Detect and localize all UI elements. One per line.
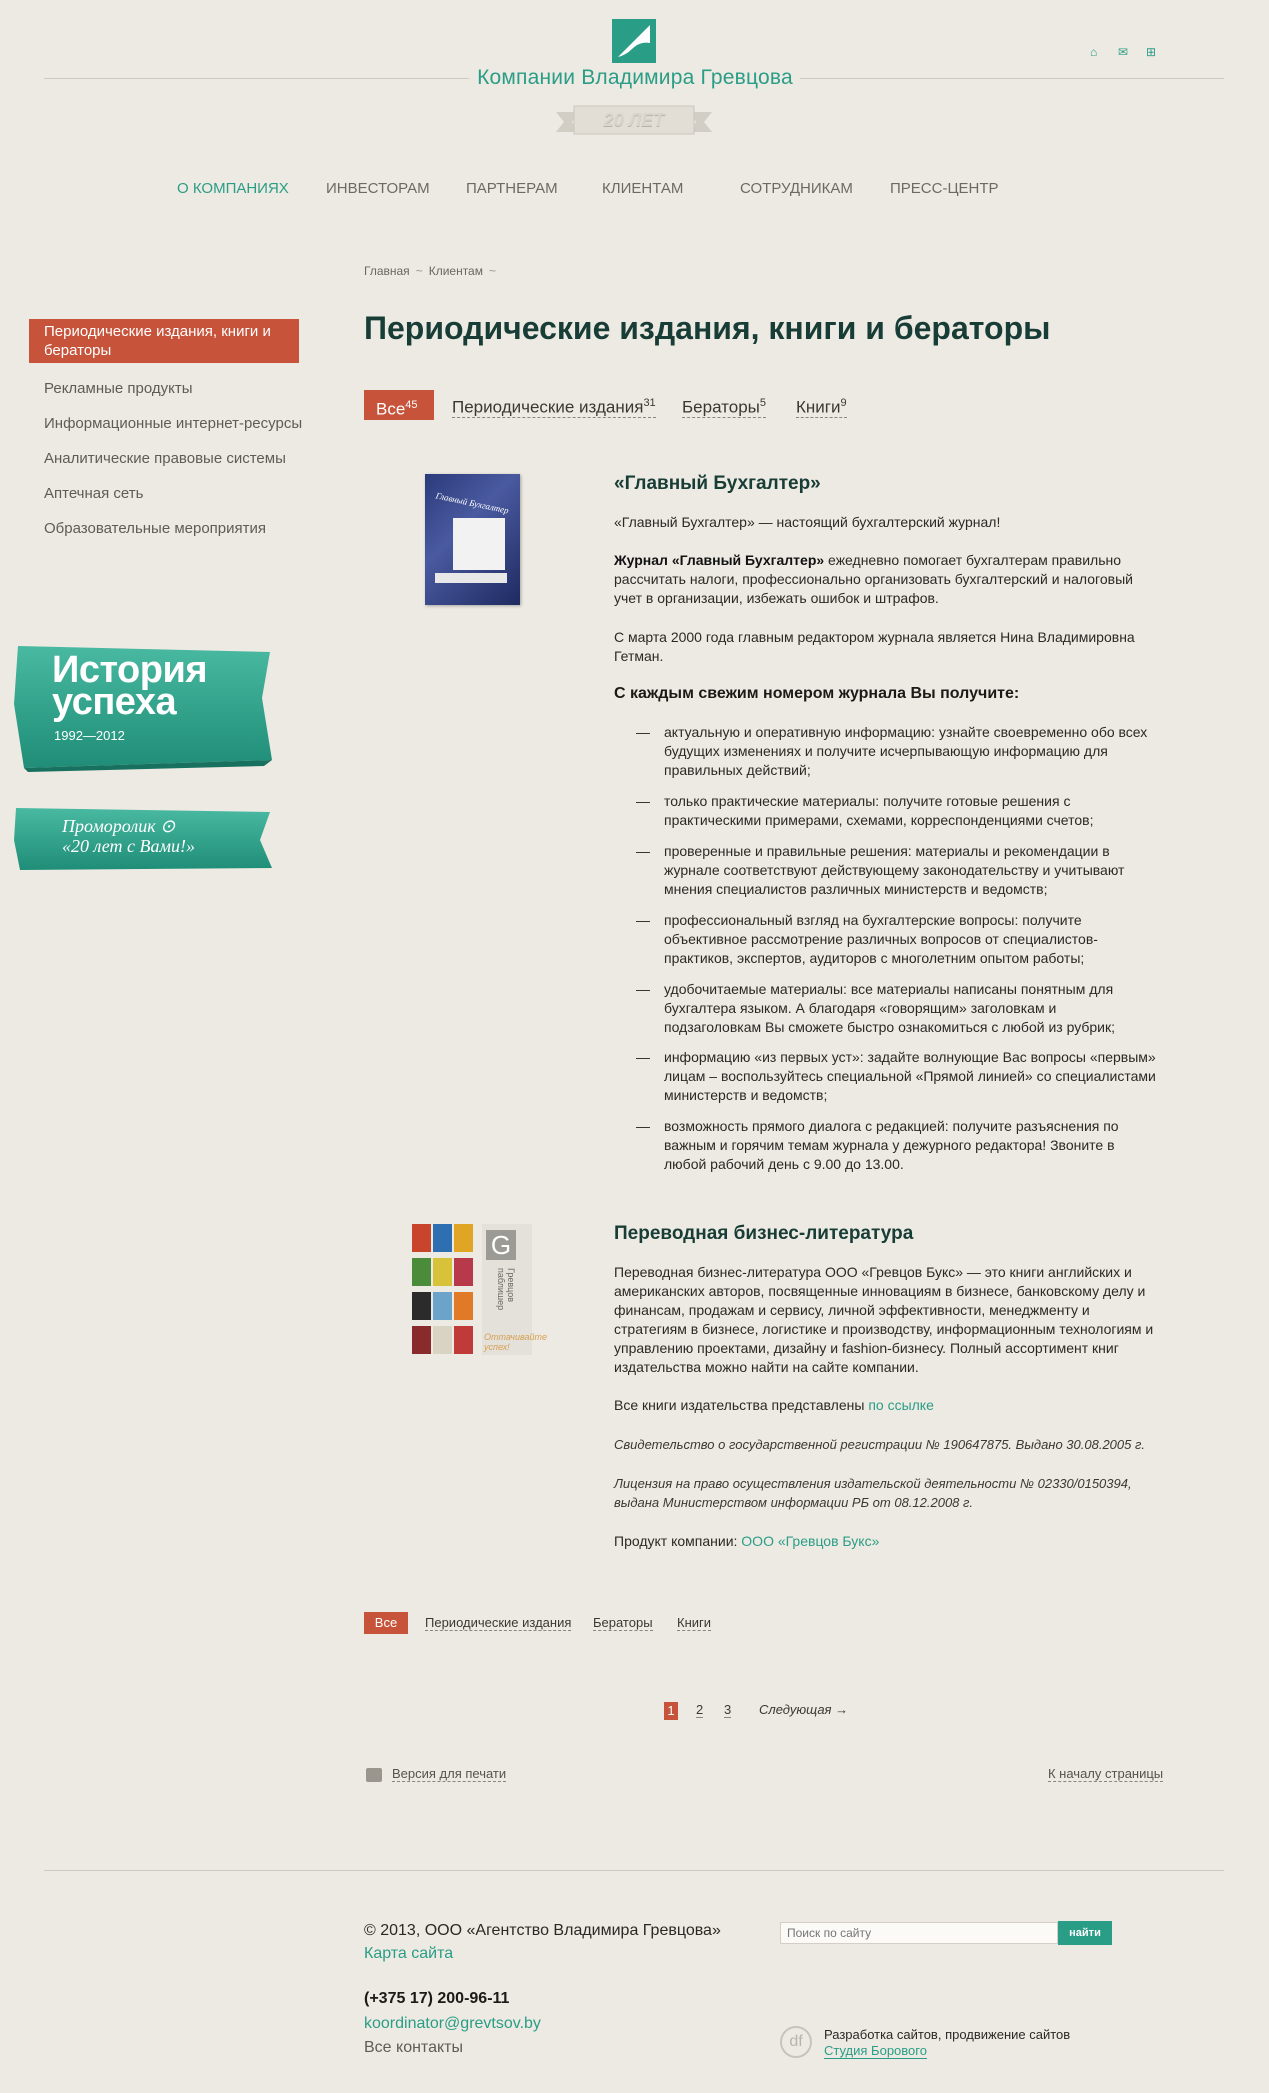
filter-tab-books[interactable]: Книги$^9$ [796,394,847,418]
developer-text: Разработка сайтов, продвижение сайтов [824,2027,1071,2042]
sitemap-link[interactable]: Карта сайта [364,1945,454,1962]
header-icons [1090,46,1160,58]
search-input[interactable] [780,1922,1058,1944]
print-version-link[interactable]: Версия для печати [366,1766,506,1782]
publisher-logo [482,1224,547,1355]
email-link[interactable]: koordinator@grevtsov.by [364,2015,541,2032]
article-paragraph: Переводная бизнес-литература ООО «Гревцов Букс» — это книги английских и американских авторов, посвященные инновациям в бизнесе, банковскому делу и финансам, продажам и сервису, личной эффективности, менеджменту и стратегиям в бизнесе, логистике и производству, информационным технологиям и управлению проектами, дизайну и fashion-бизнесу. Полный ассортимент книг издательства можно найти на сайте компании. [614,1264,1154,1375]
list-item: — актуальную и оперативную информацию: узнайте своевременно обо всех будущих изменениях и получите исчерпывающую информацию для правильных действий; [636,724,1148,778]
article-title[interactable]: Переводная бизнес-литература [614,1223,914,1244]
footer-divider [44,1870,1224,1871]
copyright: © 2013, ООО «Агентство Владимира Гревцова» [364,1922,721,1939]
history-banner-years: 1992—2012 [54,728,125,743]
filter-tab-berators[interactable]: Бераторы$^5$ [682,394,766,418]
search-button[interactable]: найти [1058,1921,1112,1945]
product-line: Продукт компании: ООО «Гревцов Букс» [614,1533,880,1549]
cover-footer [435,573,507,583]
promo-banner-text[interactable]: Проморолик ⊙ «20 лет с Вами!» [62,816,196,856]
article-paragraph: Все книги издательства представлены по ссылке [614,1397,934,1413]
nav-item-press[interactable]: ПРЕСС-ЦЕНТР [890,180,999,197]
play-icon: ⊙ [160,816,176,836]
license-text: Лицензия на право осуществления издательской деятельности № 02330/0150394, выдана Министерством информации РБ от 08.12.2008 г. [614,1476,1132,1510]
filter-tab-periodicals-bottom[interactable]: Периодические издания [425,1615,572,1630]
header-line-left [44,78,469,79]
nav-item-partners[interactable]: ПАРТНЕРАМ [466,180,558,197]
header-line-right [800,78,1224,79]
phone: (+375 17) 200-96-11 [364,1990,510,2007]
article-intro: «Главный Бухгалтер» — настоящий бухгалтерский журнал! [614,514,1001,530]
article-paragraph: Журнал «Главный Бухгалтер» ежедневно помогает бухгалтерам правильно рассчитать налоги, профессионально организовать бухгалтерский и налоговый учет в организации, избежать ошибок и штрафов. [614,552,1133,606]
nav-item-investors[interactable]: ИНВЕСТОРАМ [326,180,430,197]
list-item: — возможность прямого диалога с редакцией: получите разъяснения по важным и горячим темам журнала у дежурного редактора! Звоните в любой рабочий день с 9.00 до 13.00. [636,1118,1119,1172]
sitemap-icon[interactable]: ⊞ [1146,45,1157,59]
article-subheading: С каждым свежим номером журнала Вы получите: [614,685,1020,702]
sidebar-item-pharmacy[interactable]: Аптечная сеть [44,485,144,502]
filter-tab-berators-bottom[interactable]: Бераторы [593,1615,653,1630]
page-link[interactable]: 2 [696,1702,704,1717]
studio-logo-icon[interactable]: df [780,2026,812,2058]
breadcrumb [364,264,502,278]
article-title[interactable]: «Главный Бухгалтер» [614,473,821,494]
history-banner-title[interactable]: История успеха [52,649,208,723]
sidebar-item-education[interactable]: Образовательные мероприятия [44,520,267,537]
certificate-text: Свидетельство о государственной регистрации № 190647875. Выдано 30.08.2005 г. [614,1437,1145,1452]
books-grid [412,1224,476,1355]
filter-tab-books-bottom[interactable]: Книги [677,1615,712,1630]
contacts-link[interactable]: Все контакты [364,2039,463,2056]
wave-separator-icon: ~ [415,264,423,278]
list-item: — только практические материалы: получите готовые решения с практическими примерами, схемами, корреспонденциями счетов; [636,793,1094,828]
cover-box [453,518,505,570]
anniversary-ribbon [556,104,712,144]
sidebar-item-ads[interactable]: Рекламные продукты [44,380,193,397]
books-cover-image[interactable] [412,1224,547,1355]
list-item: — удобочитаемые материалы: все материалы написаны понятным для бухгалтера языком. А благодаря «говорящим» заголовкам и подзаголовкам Вы сможете быстро ознакомиться с любой из рубрик; [636,981,1115,1035]
next-page-link[interactable]: Следующая → [759,1702,849,1717]
developer-link[interactable]: Студия Борового [824,2043,927,2058]
publisher-logo-text: Гревцов паблишер [496,1268,516,1311]
journal-cover-title: Главный Бухгалтер [434,490,510,516]
logo-text[interactable]: Компании Владимира Гревцова [477,66,793,89]
list-item: — проверенные и правильные решения: материалы и рекомендации в журнале соответствуют действующему законодательству и учитывают мнения специалистов различных министерств и ведомств; [636,843,1125,897]
home-icon[interactable]: ⌂ [1090,45,1098,59]
list-item: — профессиональный взгляд на бухгалтерские вопросы: получите объективное рассмотрение различных вопросов от специалистов-практиков, экспертов, аудиторов с многолетним опытом работы; [636,912,1098,966]
company-link[interactable]: ООО «Гревцов Букс» [741,1533,880,1549]
filter-all-button-bottom[interactable]: Все [364,1612,408,1634]
breadcrumb-home[interactable]: Главная [364,264,410,278]
to-top-link[interactable]: К началу страницы [1048,1766,1164,1781]
list-item: — информацию «из первых уст»: задайте волнующие Вас вопросы «первым» лицам – воспользуйтесь специальной «Прямой линией» со специалистами министерств и ведомств; [636,1049,1156,1103]
sidebar-item-legal[interactable]: Аналитические правовые системы [44,450,286,467]
nav-item-clients[interactable]: КЛИЕНТАМ [602,180,684,197]
breadcrumb-clients[interactable]: Клиентам [428,264,483,278]
filter-tab-periodicals[interactable]: Периодические издания$^{31}$ [452,394,656,418]
sidebar-item-active[interactable]: Периодические издания, книги и бераторы [29,319,299,363]
page-title: Периодические издания, книги и бераторы [364,310,1051,346]
books-link[interactable]: по ссылке [868,1397,934,1413]
journal-cover-image[interactable] [425,474,520,605]
filter-all-button[interactable]: Все$^{45}$ [364,390,434,420]
anniversary-text: 20 ЛЕТ [603,110,665,130]
page-current: 1 [664,1702,678,1720]
sidebar-item-internet[interactable]: Информационные интернет-ресурсы [44,415,303,432]
article-paragraph: С марта 2000 года главным редактором журнала является Нина Владимировна Гетман. [614,629,1135,664]
publisher-tagline: Оттачивайте успех! [484,1332,547,1352]
logo-icon[interactable] [612,19,656,63]
nav-item-employees[interactable]: СОТРУДНИКАМ [740,180,853,197]
top-nav [0,180,1269,202]
publisher-logo-letter: G [486,1230,516,1260]
wave-separator-icon: ~ [488,264,496,278]
page-link[interactable]: 3 [724,1702,732,1717]
printer-icon [366,1768,382,1782]
mail-icon[interactable]: ✉ [1118,45,1129,59]
nav-item-companies[interactable]: О КОМПАНИЯХ [177,180,289,197]
